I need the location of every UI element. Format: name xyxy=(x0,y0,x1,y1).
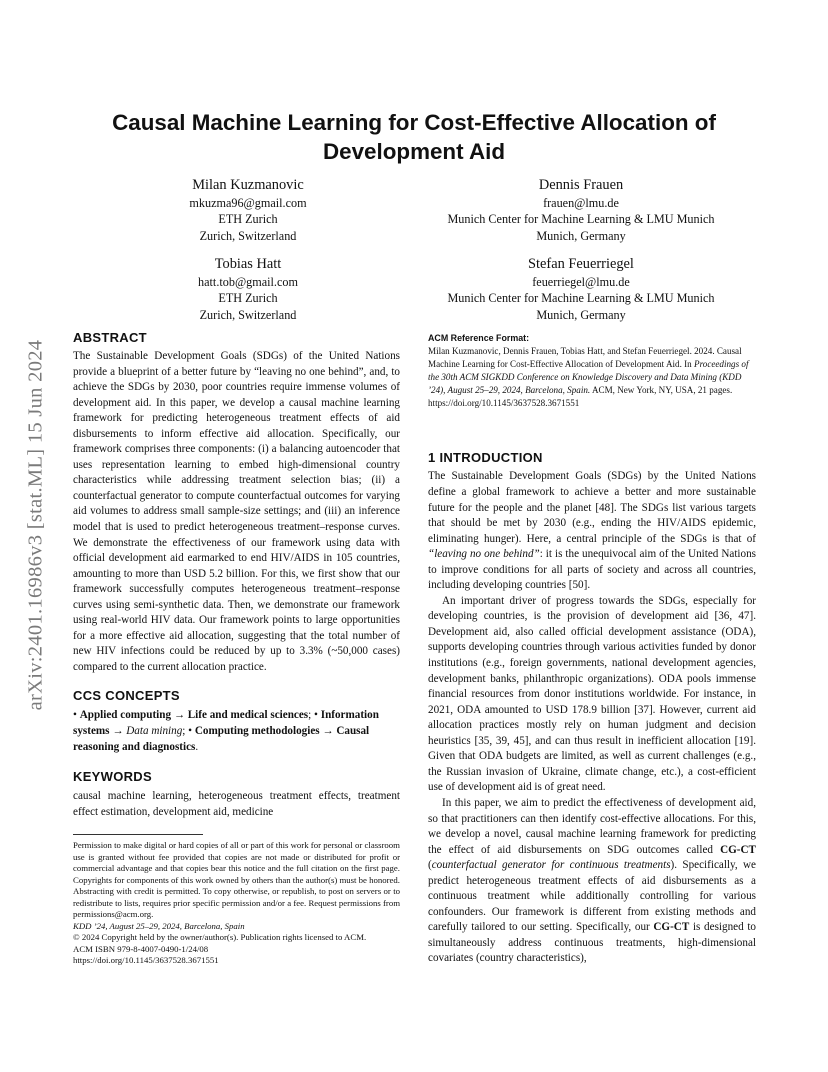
author-email[interactable]: mkuzma96@gmail.com xyxy=(189,196,307,210)
author-affiliation: Munich Center for Machine Learning & LMU Munich xyxy=(447,212,715,227)
author-email[interactable]: hatt.tob@gmail.com xyxy=(198,275,298,289)
copyright-line: © 2024 Copyright held by the owner/author(s). Publication rights licensed to ACM. xyxy=(73,932,367,943)
arxiv-sidebar xyxy=(22,285,50,765)
author-affiliation: ETH Zurich xyxy=(218,212,278,227)
author-block-4 xyxy=(420,254,742,323)
left-column xyxy=(73,330,400,820)
isbn-line: ACM ISBN 979-8-4007-0490-1/24/08 xyxy=(73,943,209,954)
author-block-3 xyxy=(130,254,366,323)
author-location: Munich, Germany xyxy=(536,228,626,243)
permission-block xyxy=(73,834,400,967)
doi-link[interactable]: https://doi.org/10.1145/3637528.3671551 xyxy=(73,955,219,966)
intro-heading: 1 INTRODUCTION xyxy=(428,450,543,466)
intro-paragraph-3: In this paper, we aim to predict the effectiveness of development aid, so that practitioners can then identify cost-effective allocations. For this, we develop a novel, causal machine learning framework for predicting the effect of aid disbursements on SDG outcomes called CG-CT (counterfactual generator for continuous treatments). Specifically, we predict heterogeneous treatment effects of aid disbursements as a continuous treatment while additionally controlling for various confounders. Our framework is different from existing methods and carefully tailored to our setting. Specifically, our CG-CT is designed to simultaneously address continuous treatments, high-dimensional covariates (country characteristics), xyxy=(428,796,757,965)
author-affiliation: Munich Center for Machine Learning & LMU Munich xyxy=(447,291,715,306)
conference-info: KDD ’24, August 25–29, 2024, Barcelona, Spain xyxy=(73,920,245,931)
permission-text: Permission to make digital or hard copies of all or part of this work for personal or classroom use is granted without fee provided that copies are not made or distributed for profit or commercial advantage and that copies bear this notice and the full citation on the first page. Copyrights for components of this work owned by others than the author(s) must be honored. Abstracting with credit is permitted. To copy otherwise, or republish, to post on servers or to redistribute to lists, requires prior specific permission and/or a fee. Request permissions from permissions@acm.org. xyxy=(73,840,400,920)
author-name: Tobias Hatt xyxy=(214,256,282,272)
abstract-heading: ABSTRACT xyxy=(73,330,147,345)
author-email[interactable]: feuerriegel@lmu.de xyxy=(532,275,630,289)
paper-title: Causal Machine Learning for Cost-Effective Allocation of Development Aid xyxy=(112,110,716,164)
right-column xyxy=(428,333,756,967)
author-name: Dennis Frauen xyxy=(538,177,624,193)
author-affiliation: ETH Zurich xyxy=(218,291,278,306)
arxiv-identifier: arXiv:2401.16986v3 [stat.ML] 15 Jun 2024 xyxy=(24,339,47,711)
author-email[interactable]: frauen@lmu.de xyxy=(543,196,619,210)
author-name: Stefan Feuerriegel xyxy=(528,256,634,272)
author-location: Zurich, Switzerland xyxy=(199,228,297,243)
author-name: Milan Kuzmanovic xyxy=(192,177,304,193)
intro-paragraph-2: An important driver of progress towards the SDGs, especially for developing countries, is the provision of development aid [36, 47]. Development aid, also called official development assistance (ODA), supports developing countries through various activities funded by donor institutions (e.g., foreign governments, national development agencies, development banks, philanthropic organizations). ODA pools immense financial resources from donor institutions worldwide. For instance, in 2021, ODA amounted to USD 178.9 billion [37]. However, current aid allocation practices mostly rely on human judgment and decision heuristics [35, 39, 45], and can thus result in inefficient allocation [19]. Given that ODA budgets are limited, as well as current challenges (e.g., the Russian invasion of Ukraine, climate change, etc.), a cost-efficient use of development aid is of great need. xyxy=(428,594,756,794)
footnote-rule xyxy=(73,834,203,835)
author-location: Munich, Germany xyxy=(536,307,626,322)
intro-paragraph-1: The Sustainable Development Goals (SDGs) by the United Nations define a global framework to achieve a better and more sustainable future for the people and the planet [48]. The SDGs list various targets that should be met by 2030 (e.g., ending the HIV/AIDS epidemic, eliminating hunger). Here, a central principle of the SDGs is that of “leaving no one behind”: it is the unequivocal aim of the United Nations to improve conditions for all parts of society and across all countries, including developing countries [50]. xyxy=(428,470,756,592)
keywords-text: causal machine learning, heterogeneous treatment effects, treatment effect estimation, development aid, medicine xyxy=(73,790,400,818)
keywords-heading: KEYWORDS xyxy=(73,769,152,785)
author-block-2 xyxy=(420,175,742,244)
acm-ref-text: Milan Kuzmanovic, Dennis Frauen, Tobias Hatt, and Stefan Feuerriegel. 2024. Causal Machine Learning for Cost-Effective Allocation of Development Aid. In Proceedings of the 30th ACM SIGKDD Conference on Knowledge Discovery and Data Mining (KDD ’24), August 25–29, 2024, Barcelona, Spain. ACM, New York, NY, USA, 21 pages. https://doi.org/10.1145/3637528.3671551 xyxy=(428,346,749,409)
ccs-heading: CCS CONCEPTS xyxy=(73,688,180,704)
ccs-concepts: • Applied computing → Life and medical sciences; • Information systems → Data mining; • Computing methodologies → Causal reasoning and diagnostics. xyxy=(73,709,379,753)
author-block-1 xyxy=(130,175,366,244)
acm-ref-heading: ACM Reference Format: xyxy=(428,333,530,343)
abstract-text: The Sustainable Development Goals (SDGs) of the United Nations provide a blueprint of a better future by “leaving no one behind”, and, to achieve the SDGs by 2030, poor countries require immense volumes of development aid. In this paper, we develop a causal machine learning framework for predicting heterogeneous treatment effects of aid disbursements to inform effective aid allocation. Specifically, our framework comprises three components: (i) a balancing autoencoder that uses representation learning to embed high-dimensional country characteristics while addressing treatment selection bias; (ii) a counterfactual generator to compute counterfactual outcomes for varying aid volumes to address small sample-size settings; and (iii) an inference model that is used to predict heterogeneous treatment–response curves. We demonstrate the effectiveness of our framework using data with official development aid earmarked to end HIV/AIDS in 105 countries, amounting to more than USD 5.2 billion. For this, we first show that our framework successfully computes heterogeneous treatment–response curves using semi-synthetic data. Then, we demonstrate our framework using real-world HIV data. Our framework points to large opportunities for a more effective aid allocation, suggesting that the total number of new HIV infections could be reduced by up to 3.3% (~50,000 cases) compared to the current allocation practice. xyxy=(73,350,400,673)
author-location: Zurich, Switzerland xyxy=(199,307,297,322)
